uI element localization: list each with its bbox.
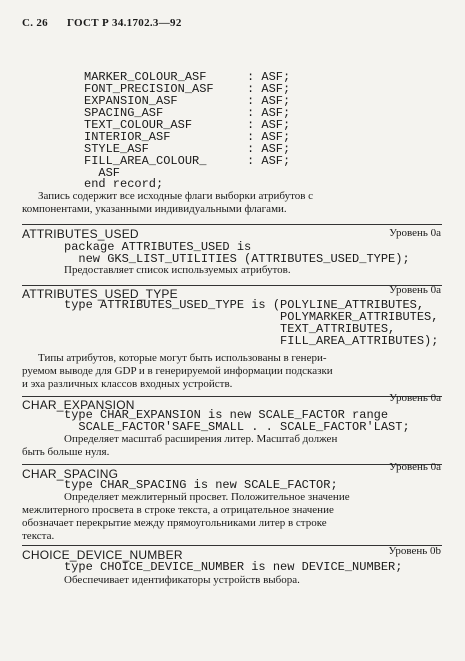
code-line: EXPANSION_ASF : ASF; — [84, 94, 291, 108]
section-description: руемом выводе для GDP и в генерируемой информации подсказки — [22, 365, 333, 377]
code-line: type CHAR_EXPANSION is new SCALE_FACTOR range — [64, 408, 389, 422]
code-line: FONT_PRECISION_ASF : ASF; — [84, 82, 291, 96]
code-line: STYLE_ASF : ASF; — [84, 142, 291, 156]
code-line: TEXT_COLOUR_ASF : ASF; — [84, 118, 291, 132]
section-description: Обеспечивает идентификаторы устройств выбора. — [64, 574, 300, 586]
section-divider — [22, 224, 442, 225]
level-label: Уровень 0а — [389, 392, 441, 404]
section-title: CHOICE_DEVICE_NUMBER — [22, 548, 183, 562]
code-line: type ATTRIBUTES_USED_TYPE is (POLYLINE_ATTRIBUTES, — [64, 298, 425, 312]
page-header — [22, 17, 182, 29]
section-description: и эха различных классов входных устройств. — [22, 378, 233, 390]
level-label: Уровень 0b — [388, 545, 441, 557]
code-line: INTERIOR_ASF : ASF; — [84, 130, 291, 144]
code-line: type CHOICE_DEVICE_NUMBER is new DEVICE_NUMBER; — [64, 560, 403, 574]
level-label: Уровень 0а — [389, 461, 441, 473]
section-title: ATTRIBUTES_USED_TYPE — [22, 287, 178, 301]
code-line: package ATTRIBUTES_USED is — [64, 240, 252, 254]
level-label: Уровень 0а — [389, 227, 441, 239]
end-record: end record; — [84, 177, 164, 191]
section-divider — [22, 396, 442, 397]
code-line: MARKER_COLOUR_ASF : ASF; — [84, 70, 291, 84]
code-line: POLYMARKER_ATTRIBUTES, — [64, 310, 439, 324]
code-line: FILL_AREA_COLOUR_ : ASF; — [84, 154, 291, 168]
code-line: new GKS_LIST_UTILITIES (ATTRIBUTES_USED_TYPE); — [64, 252, 410, 266]
page-number: С. 26 — [22, 17, 48, 29]
section-divider — [22, 545, 442, 546]
section-description: быть больше нуля. — [22, 446, 110, 458]
code-line: FILL_AREA_ATTRIBUTES); — [64, 334, 439, 348]
section-description: обозначает перекрытие между прямоугольниками литер в строке — [22, 517, 327, 529]
section-description: Предоставляет список используемых атрибутов. — [64, 264, 291, 276]
section-description: межлитерного просвета в строке текста, а отрицательное значение — [22, 504, 334, 516]
code-line: TEXT_ATTRIBUTES, — [64, 322, 396, 336]
section-description: Определяет межлитерный просвет. Положительное значение — [64, 491, 350, 503]
section-title: CHAR_EXPANSION — [22, 398, 135, 412]
section-description: Определяет масштаб расширения литер. Масштаб должен — [64, 433, 338, 445]
code-line: SPACING_ASF : ASF; — [84, 106, 291, 120]
record-description-line: компонентами, указанными индивидуальными флагами. — [22, 203, 287, 215]
section-divider — [22, 285, 442, 286]
section-title: ATTRIBUTES_USED — [22, 227, 139, 241]
record-description-line: Запись содержит все исходные флаги выборки атрибутов с — [38, 190, 314, 202]
section-divider — [22, 464, 442, 465]
code-line: SCALE_FACTOR'SAFE_SMALL . . SCALE_FACTOR'LAST; — [64, 420, 410, 434]
section-title: CHAR_SPACING — [22, 467, 119, 481]
code-line: type CHAR_SPACING is new SCALE_FACTOR; — [64, 478, 338, 492]
standard-number: ГОСТ Р 34.1702.3—92 — [67, 17, 182, 29]
section-description: текста. — [22, 530, 55, 542]
record-code-block — [84, 70, 291, 180]
level-label: Уровень 0а — [389, 284, 441, 296]
code-line: ASF — [84, 166, 121, 180]
section-description: Типы атрибутов, которые могут быть использованы в генери- — [38, 352, 327, 364]
